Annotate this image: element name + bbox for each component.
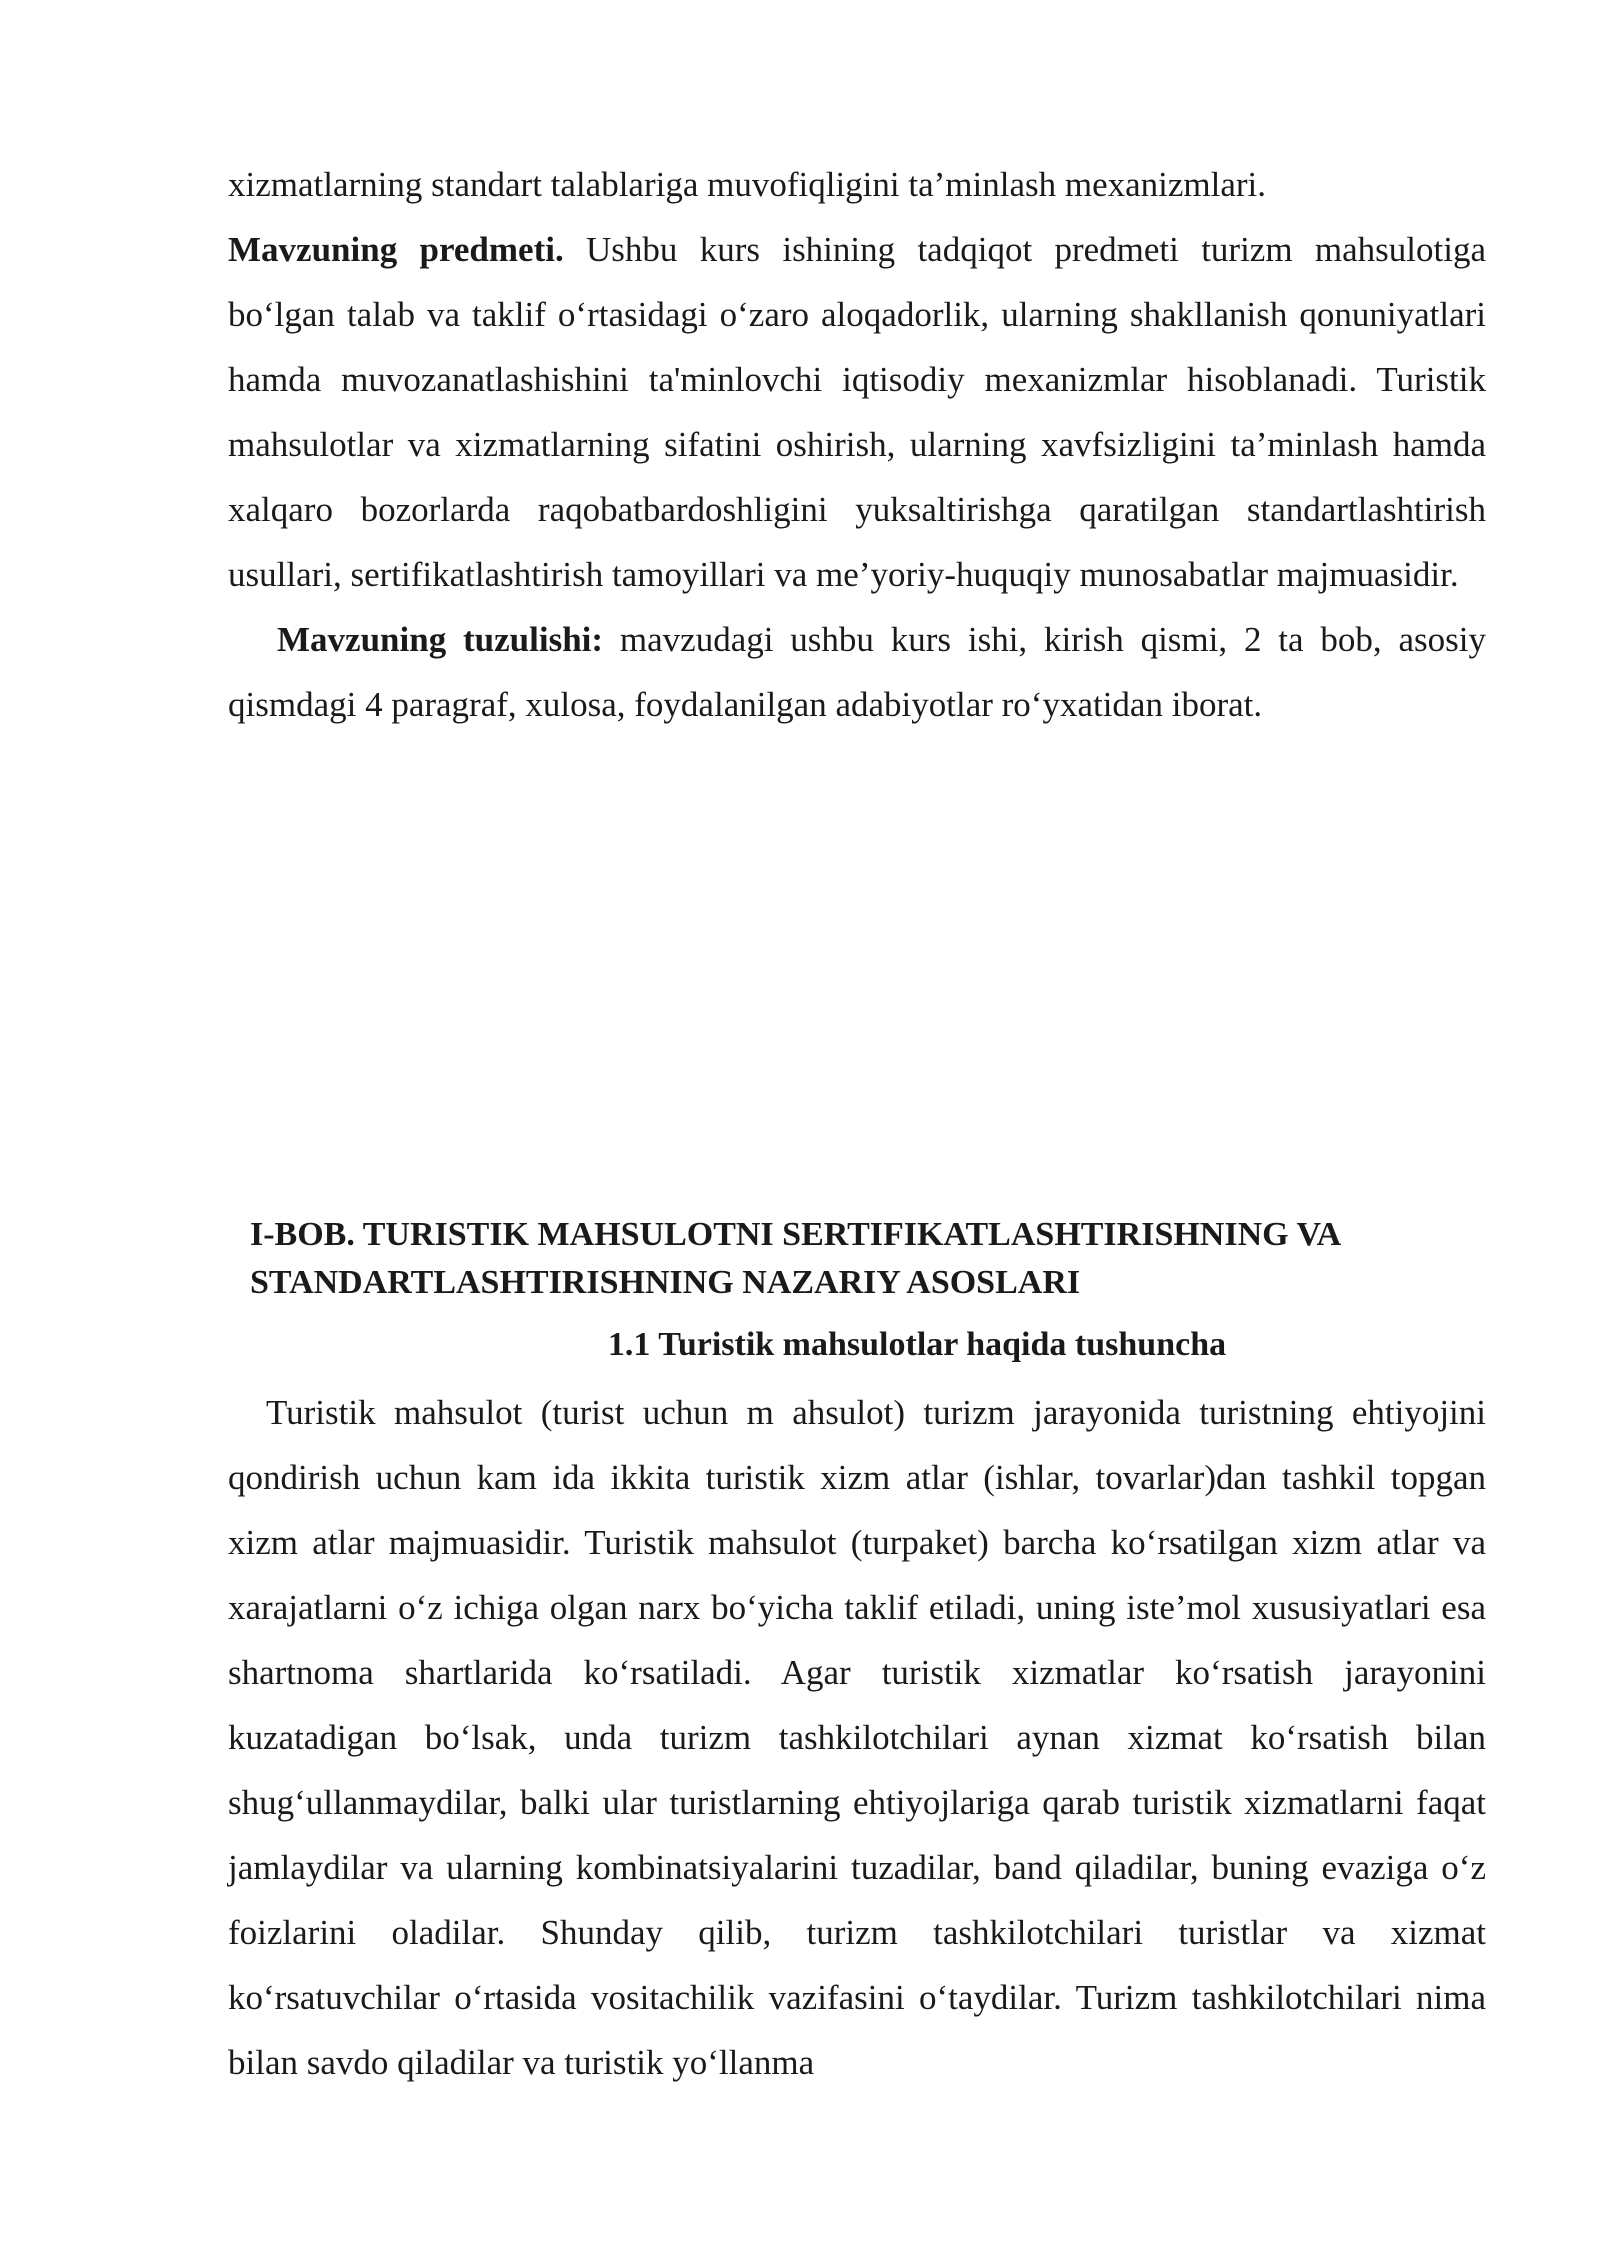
section-paragraph: Turistik mahsulot (turist uchun m ahsulot) turizm jarayonida turistning ehtiyojini qondirish uchun kam ida ikkita turistik xizm atlar (ishlar, tovarlar)dan tashkil topgan xizm atlar majmuasidir. Turistik mahsulot (turpaket) barcha ko‘rsatilgan xizm atlar va xarajatlarni o‘z ichiga olgan narx bo‘yicha taklif etiladi, uning iste’mol xususiyatlari esa shartnoma shartlarida ko‘rsatiladi. Agar turistik xizmatlar ko‘rsatish jarayonini kuzatadigan bo‘lsak, unda turizm tashkilotchilari aynan xizmat ko‘rsatish bilan shug‘ullanmaydilar, balki ular turistlarning ehtiyojlariga qarab turistik xizmatlarni faqat jamlaydilar va ularning kombinatsiyalarini tuzadilar, band qiladilar, buning evaziga o‘z foizlarini oladilar. Shunday qilib, turizm tashkilotchilari turistlar va xizmat ko‘rsatuvchilar o‘rtasida vositachilik vazifasini o‘taydilar. Turizm tashkilotchilari nima bilan savdo qiladilar va turistik yo‘llanma [228, 1393, 1486, 2082]
object-paragraph-end [228, 152, 1486, 607]
structure-text: mavzudagi ushbu kurs ishi, kirish qismi, 2 ta bob, asosiy qismdagi 4 paragraf, xulosa, foydalanilgan adabiyotlar ro‘yxatidan iborat. [228, 620, 1486, 724]
object-paragraph-end-text: xizmatlarning standart talablariga muvofiqligini ta’minlash mexanizmlari. [228, 165, 1267, 204]
section-heading: 1.1 Turistik mahsulotlar haqida tushuncha [607, 1326, 1227, 1363]
structure-label: Mavzuning tuzulishi: [277, 620, 604, 659]
section-body [228, 1380, 1486, 2095]
structure-paragraph [228, 607, 1486, 737]
subject-label: Mavzuning predmeti. [228, 230, 564, 269]
intro-text-block [228, 152, 1486, 737]
subject-text: Ushbu kurs ishining tadqiqot predmeti turizm mahsulotiga bo‘lgan talab va taklif o‘rtasidagi o‘zaro aloqadorlik, ularning shakllanish qonuniyatlari hamda muvozanatlashishini ta'minlovchi iqtisodiy mexanizmlar hisoblanadi. Turistik mahsulotlar va xizmatlarning sifatini oshirish, ularning xavfsizligini ta’minlash hamda xalqaro bozorlarda raqobatbardoshligini yuksaltirishga qaratilgan standartlashtirish usullari, sertifikatlashtirish tamoyillari va me’yoriy-huquqiy munosabatlar majmuasidir. [228, 230, 1486, 594]
chapter-heading: I-BOB. TURISTIK MAHSULOTNI SERTIFIKATLASHTIRISHNING VA STANDARTLASHTIRISHNING NAZARIY ASOSLARI [250, 1216, 1340, 1301]
